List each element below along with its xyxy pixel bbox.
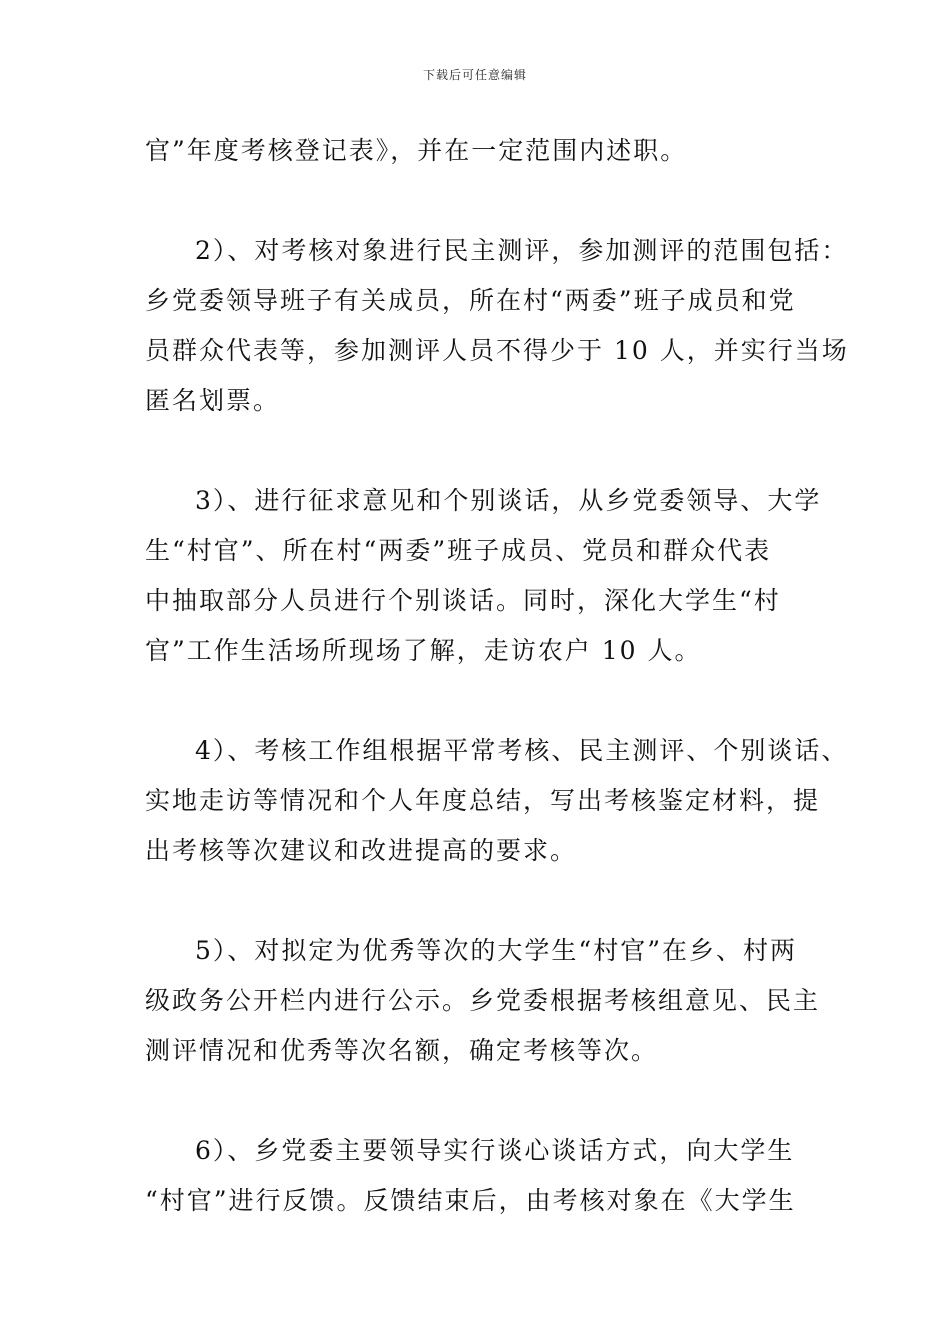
paragraph-line: “村官”进行反馈。反馈结束后，由考核对象在《大学生	[145, 1186, 796, 1215]
paragraph-line: 实地走访等情况和个人年度总结，写出考核鉴定材料，提	[145, 786, 821, 815]
page-header-note: 下载后可任意编辑	[422, 68, 527, 82]
document-body	[145, 126, 849, 1276]
paragraph-line: 测评情况和优秀等次名额，确定考核等次。	[145, 1036, 659, 1065]
paragraph-line: 生“村官”、所在村“两委”班子成员、党员和群众代表	[145, 536, 772, 565]
paragraph-line: 中抽取部分人员进行个别谈话。同时，深化大学生“村	[145, 586, 781, 615]
paragraph-3	[145, 476, 845, 676]
paragraph-line: 6）、乡党委主要领导实行谈心谈话方式，向大学生	[195, 1136, 795, 1165]
paragraph-line: 官”工作生活场所现场了解，走访农户 10 人。	[145, 636, 702, 665]
paragraph-2	[145, 226, 849, 426]
paragraph-line: 4）、考核工作组根据平常考核、民主测评、个别谈话、	[195, 736, 849, 765]
paragraph-line: 5）、对拟定为优秀等次的大学生“村官”在乡、村两	[195, 936, 797, 965]
paragraph-line: 3）、进行征求意见和个别谈话，从乡党委领导、大学	[195, 486, 822, 515]
paragraph-5	[145, 926, 845, 1076]
paragraph-1	[145, 126, 845, 176]
paragraph-line: 员群众代表等，参加测评人员不得少于 10 人，并实行当场	[145, 336, 849, 365]
paragraph-line: 出考核等次建议和改进提高的要求。	[145, 836, 578, 865]
paragraph-line: 级政务公开栏内进行公示。乡党委根据考核组意见、民主	[145, 986, 821, 1015]
paragraph-6	[145, 1126, 845, 1226]
paragraph-line: 2）、对考核对象进行民主测评，参加测评的范围包括：	[195, 236, 849, 265]
paragraph-line: 官”年度考核登记表》，并在一定范围内述职。	[145, 136, 688, 165]
paragraph-line: 匿名划票。	[145, 386, 281, 415]
paragraph-4	[145, 726, 849, 876]
paragraph-line: 乡党委领导班子有关成员，所在村“两委”班子成员和党	[145, 286, 796, 315]
